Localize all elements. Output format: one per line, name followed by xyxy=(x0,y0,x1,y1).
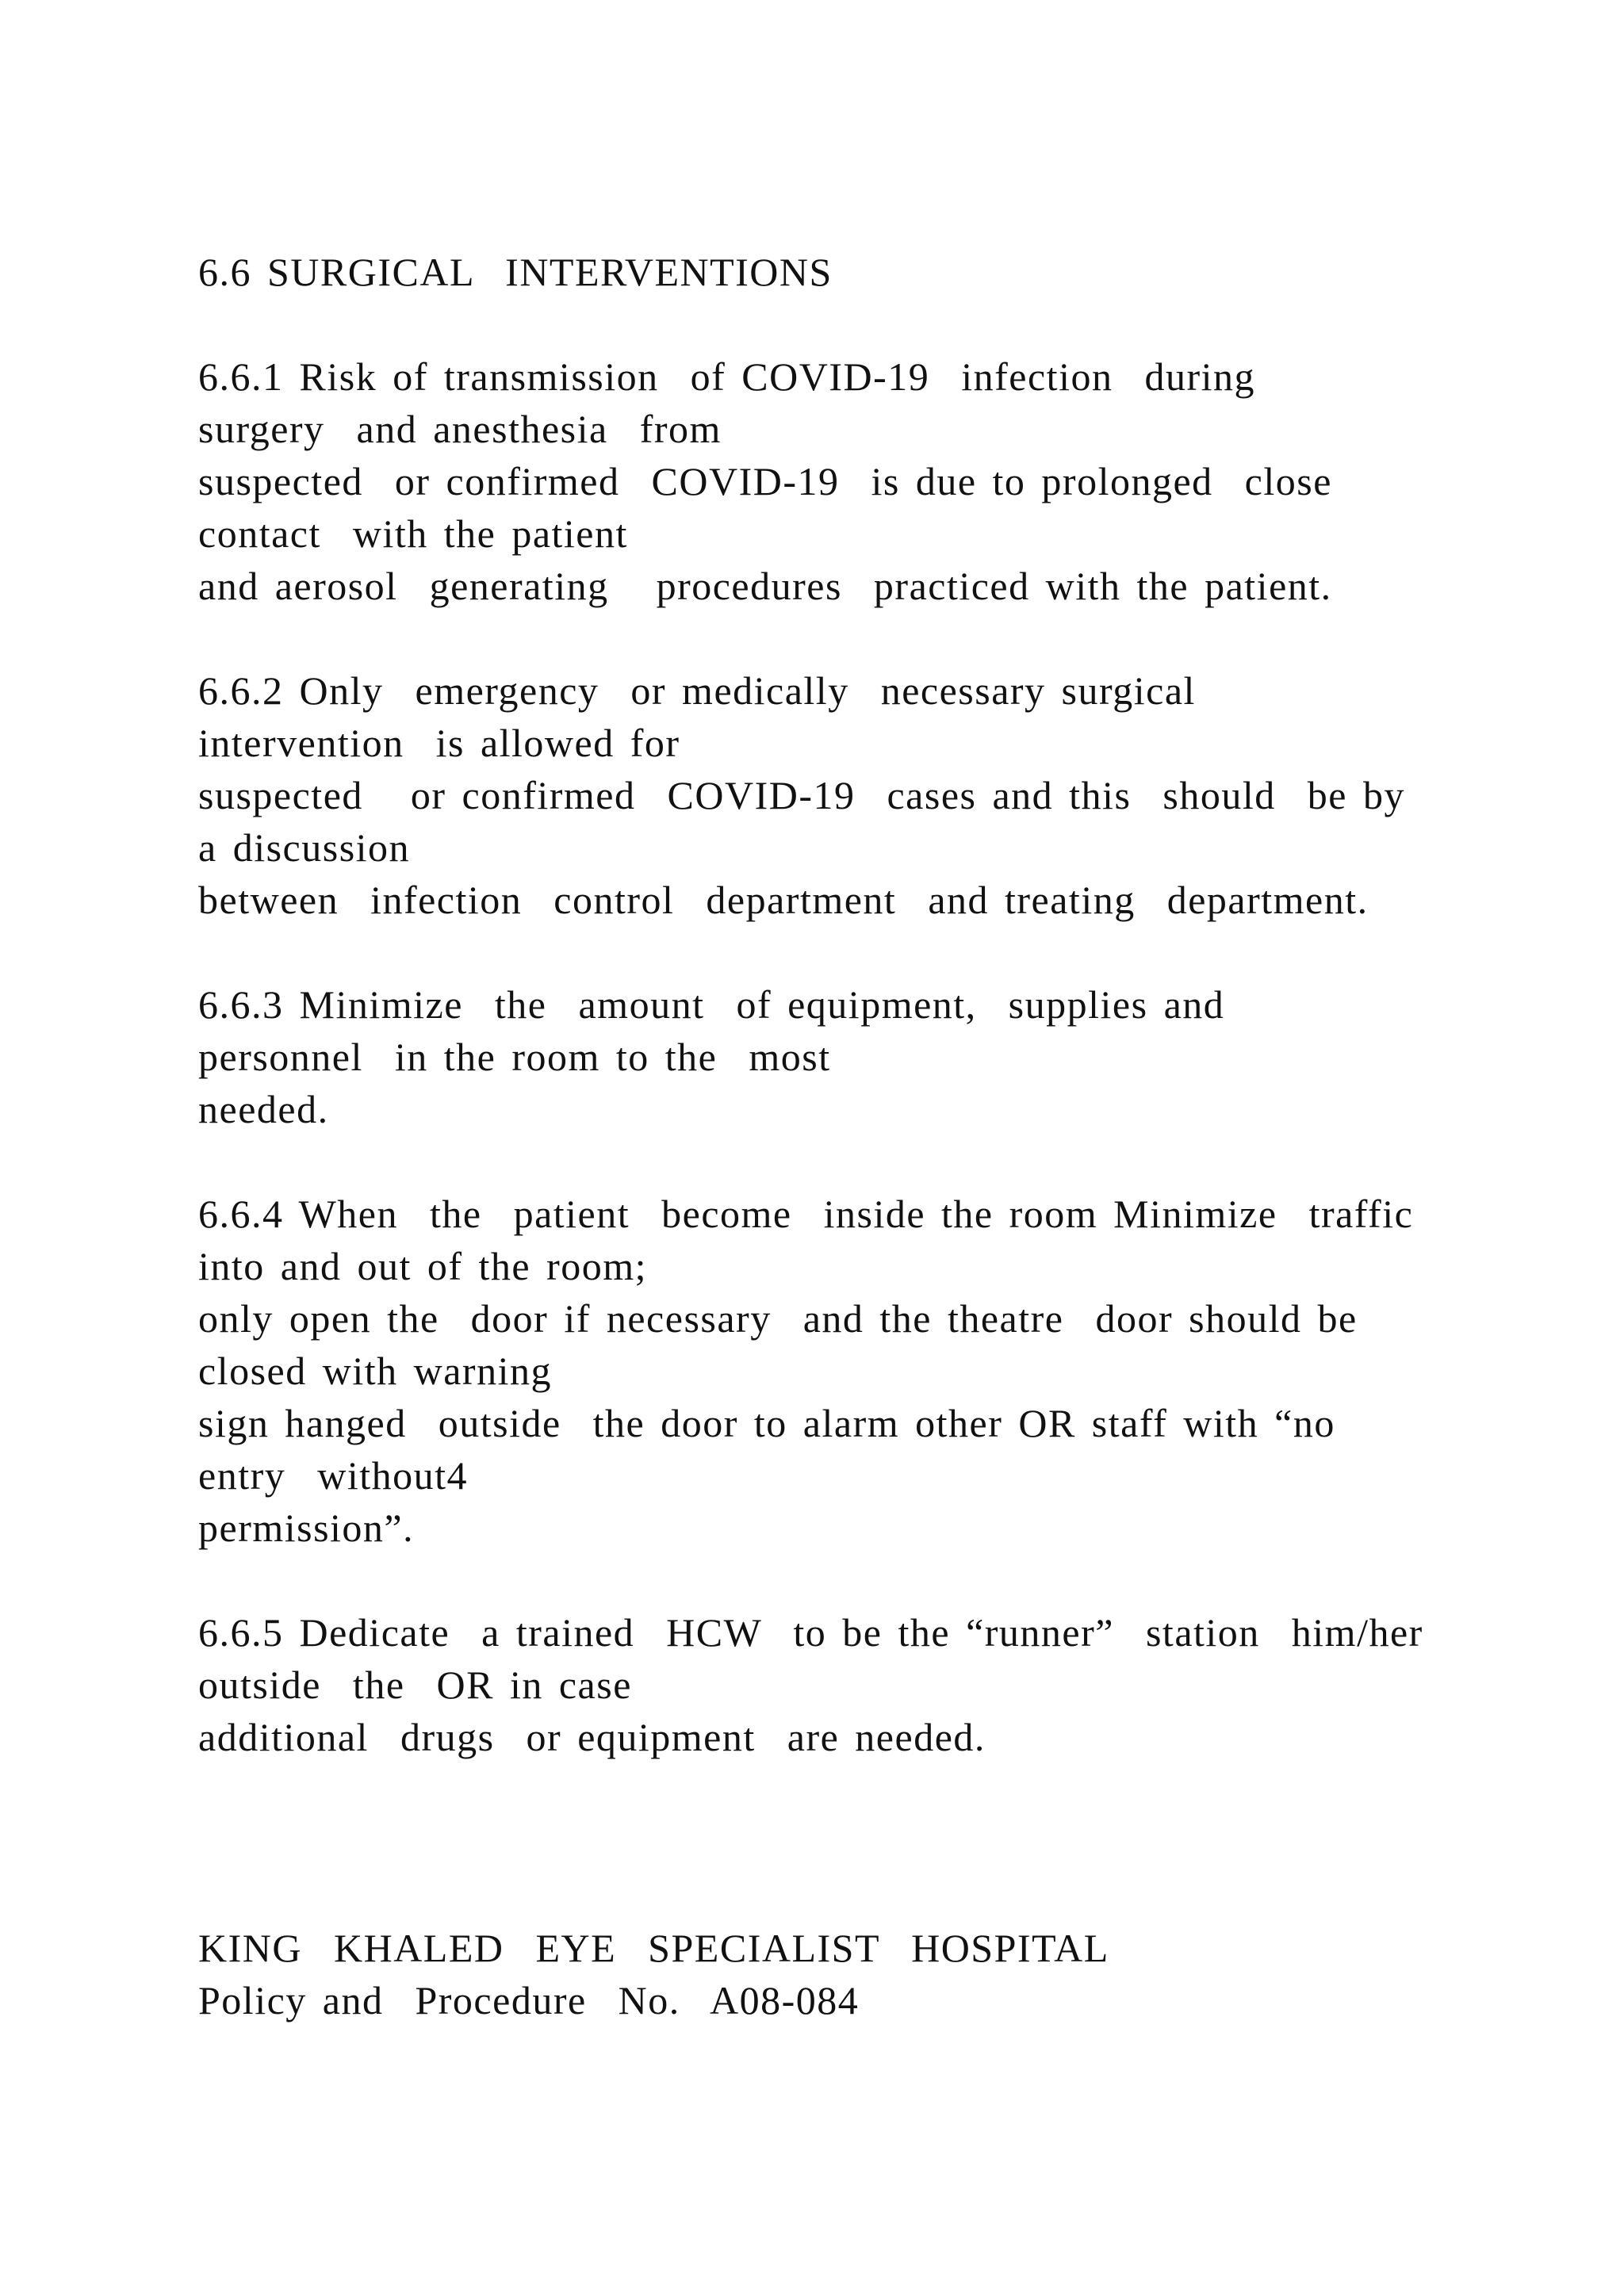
hospital-name: KING KHALED EYE SPECIALIST HOSPITAL xyxy=(198,1926,1109,1970)
paragraph-6-6-5 xyxy=(198,1606,1546,1763)
spacer xyxy=(198,1554,1546,1606)
paragraph-line: only open the door if necessary and the theatre door should be xyxy=(198,1296,1358,1341)
paragraph-line: a discussion xyxy=(198,825,411,870)
paragraph-line: between infection control department and treating department. xyxy=(198,878,1369,922)
spacer xyxy=(198,926,1546,978)
paragraph-line: sign hanged outside the door to alarm other OR staff with “no xyxy=(198,1401,1335,1445)
paragraph-line: personnel in the room to the most xyxy=(198,1035,831,1079)
spacer xyxy=(198,298,1546,350)
paragraph-line: permission”. xyxy=(198,1506,415,1550)
policy-number: Policy and Procedure No. A08-084 xyxy=(198,1978,860,2022)
paragraph-line: 6.6.5 Dedicate a trained HCW to be the “runner” station him/her xyxy=(198,1610,1423,1655)
document-footer xyxy=(198,1922,1546,2026)
paragraph-line: entry without4 xyxy=(198,1453,469,1498)
paragraph-6-6-2 xyxy=(198,664,1546,926)
document-page xyxy=(198,246,1546,2026)
paragraph-line: suspected or confirmed COVID-19 is due to prolonged close xyxy=(198,459,1332,503)
paragraph-line: contact with the patient xyxy=(198,511,628,556)
spacer xyxy=(198,612,1546,664)
spacer xyxy=(198,1135,1546,1188)
paragraph-line: closed with warning xyxy=(198,1349,552,1393)
paragraph-line: additional drugs or equipment are needed. xyxy=(198,1715,986,1759)
paragraph-line: and aerosol generating procedures practiced with the patient. xyxy=(198,564,1332,608)
paragraph-line: needed. xyxy=(198,1087,329,1131)
paragraph-6-6-1 xyxy=(198,350,1546,612)
paragraph-6-6-4 xyxy=(198,1188,1546,1554)
paragraph-line: intervention is allowed for xyxy=(198,721,680,765)
paragraph-line: 6.6.3 Minimize the amount of equipment, supplies and xyxy=(198,982,1225,1027)
paragraph-line: 6.6.1 Risk of transmission of COVID-19 infection during xyxy=(198,354,1256,399)
paragraph-line: 6.6.2 Only emergency or medically necessary surgical xyxy=(198,668,1196,713)
paragraph-line: 6.6.4 When the patient become inside the room Minimize traffic xyxy=(198,1192,1414,1236)
paragraph-6-6-3 xyxy=(198,978,1546,1135)
paragraph-line: outside the OR in case xyxy=(198,1663,632,1707)
spacer xyxy=(198,1763,1546,1922)
paragraph-line: into and out of the room; xyxy=(198,1244,648,1288)
section-title: 6.6 SURGICAL INTERVENTIONS xyxy=(198,250,833,294)
paragraph-line: suspected or confirmed COVID-19 cases and this should be by xyxy=(198,773,1405,817)
paragraph-line: surgery and anesthesia from xyxy=(198,407,722,451)
